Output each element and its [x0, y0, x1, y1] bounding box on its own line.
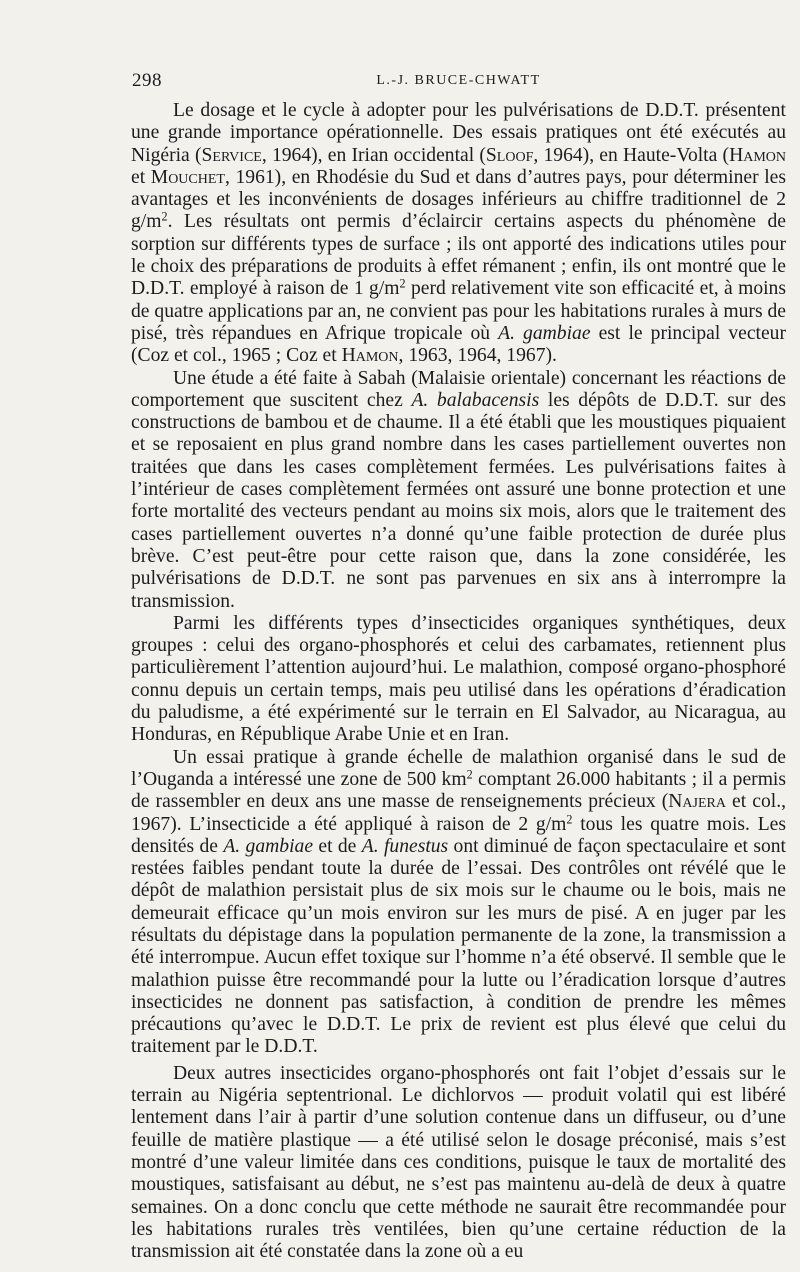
page-number: 298 [132, 70, 162, 91]
text-run: et col., 1967). L’insecticide a été appliqué à raison de 2 g/m [131, 791, 786, 835]
superscript: 2 [466, 767, 473, 782]
author-name: Service [201, 144, 262, 166]
text-run: ont diminué de façon spectaculaire et sont restées faibles pendant toute la durée de l’essai. Des contrôles ont révélé que le dépôt de malathion persistait plus de six mois sur le chaume ou le bois, mais ne demeurait efficace qu’un mois environ sur les murs de pisé. A en juger par les résultats du dépistage dans la population permanente de la zone, la transmission a été interrompue. Aucun effet toxique sur l’homme n’a été observé. Il semble que le malathion puisse être recommandé pour la lutte ou l’éradication lorsque d’autres insecticides ne donnent pas satisfaction, à condition de prendre les mêmes précautions qu’avec le D.D.T. Le prix de revient est plus élevé que celui du traitement par le D.D.T. [131, 835, 786, 1058]
running-title: L.-J. BRUCE-CHWATT [376, 73, 541, 88]
body-text [131, 100, 786, 1263]
text-run: , 1963, 1964, 1967). [398, 345, 557, 367]
paragraph-1 [131, 100, 786, 368]
text-run: Deux autres insecticides organo-phosphorés ont fait l’objet d’essais sur le terrain au Nigéria septentrional. Le dichlorvos — produit volatil qui est libéré lentement dans l’air à partir d’une solution contenue dans un diffuseur, ou d’une feuille de matière plastique — a été utilisé selon le dosage préconisé, mais s’est montré d’une valeur limitée dans ces conditions, puisque le taux de mortalité des moustiques, satisfaisant au début, ne s’est pas maintenu au-delà de deux à quatre semaines. On a donc conclu que cette méthode ne saurait être recommandée pour les habitations rurales très ventilées, bien qu’une certaine réduction de la transmission ait été constatée dans la zone où a eu [131, 1062, 786, 1263]
text-run: et de [313, 835, 362, 857]
text-run: et [131, 166, 151, 188]
species-name: A. balabacensis [411, 389, 540, 411]
text-run: les dépôts de D.D.T. sur des constructions de bambou et de chaume. Il a été établi que les moustiques piquaient et se reposaient en plus grand nombre dans les cases partiellement ouvertes non traitées que dans les cases complètement fermées. Les pulvérisations faites à l’intérieur de cases complètement fermées ont assuré une bonne protection et une forte mortalité des vecteurs pendant au moins six mois, alors que le traitement des cases partiellement ouvertes n’a donné qu’une faible protection de durée plus brève. C’est peut-être pour cette raison que, dans la zone considérée, les pulvérisations de D.D.T. ne sont pas parvenues en six ans à interrompre la transmission. [131, 389, 787, 612]
text-run: Le dosage et le cycle à adopter pour les pulvérisations de D.D.T. présentent une grande importance opérationnelle. Des essais pratiques ont été exécutés au Nigéria ( [131, 100, 786, 166]
paragraph-3 [131, 613, 786, 747]
text-run: , 1961), en Rhodésie du Sud et dans d’autres pays, pour déterminer les avantages et les inconvénients de dosages inférieurs au chiffre traditionnel de 2 g/m [131, 166, 786, 233]
text-run: . Les résultats ont permis d’éclaircir certains aspects du phénomène de sorption sur différents types de surface ; ils ont apporté des indications utiles pour le choix des préparations de produits à effet rémanent ; enfin, ils ont montré que le D.D.T. employé à raison de 1 g/m [131, 211, 786, 300]
text-run: Un essai pratique à grande échelle de malathion organisé dans le sud de l’Ouganda a intéressé une zone de 500 km [131, 746, 786, 790]
superscript: 2 [399, 276, 406, 291]
superscript: 2 [566, 811, 573, 826]
author-name: Hamon [729, 144, 786, 166]
text-run: est le principal vecteur (Coz et col., 1965 ; Coz et [131, 322, 787, 367]
author-name: Hamon [341, 345, 399, 367]
running-header [132, 70, 785, 94]
superscript: 2 [161, 209, 168, 224]
text-run: tous les quatre mois. Les densités de [131, 813, 787, 857]
author-name: Mouchet [150, 166, 225, 188]
paragraph-5 [131, 1063, 786, 1264]
text-run: , 1964), en Haute-Volta ( [533, 144, 730, 166]
text-run: , 1964), en Irian occidental ( [261, 144, 486, 166]
species-name: A. funestus [361, 835, 449, 857]
paragraph-4 [131, 747, 786, 1059]
author-name: Najera [668, 791, 726, 813]
paragraph-2 [131, 368, 786, 613]
species-name: A. gambiae [498, 322, 591, 344]
text-run: perd relativement vite son efficacité et, à moins de quatre applications par an, ne convient pas pour les habitations rurales à murs de pisé, très répandues en Afrique tropicale où [131, 278, 786, 344]
text-run: Une étude a été faite à Sabah (Malaisie orientale) concernant les réactions de comportement que suscitent chez [131, 367, 786, 411]
text-run: comptant 26.000 habitants ; il a permis de rassembler en deux ans une masse de renseignements précieux ( [131, 768, 787, 813]
text-run: Parmi les différents types d’insecticides organiques synthétiques, deux groupes : celui des organo-phosphorés et celui des carbamates, retiennent plus particulièrement l’attention aujourd’hui. Le malathion, composé organo-phosphoré connu depuis un certain temps, mais peu utilisé dans les opérations d’éradication du paludisme, a été expérimenté sur le terrain en El Salvador, au Nicaragua, au Honduras, en République Arabe Unie et en Iran. [131, 612, 786, 746]
author-name: Sloof [485, 144, 534, 166]
species-name: A. gambiae [223, 835, 314, 857]
